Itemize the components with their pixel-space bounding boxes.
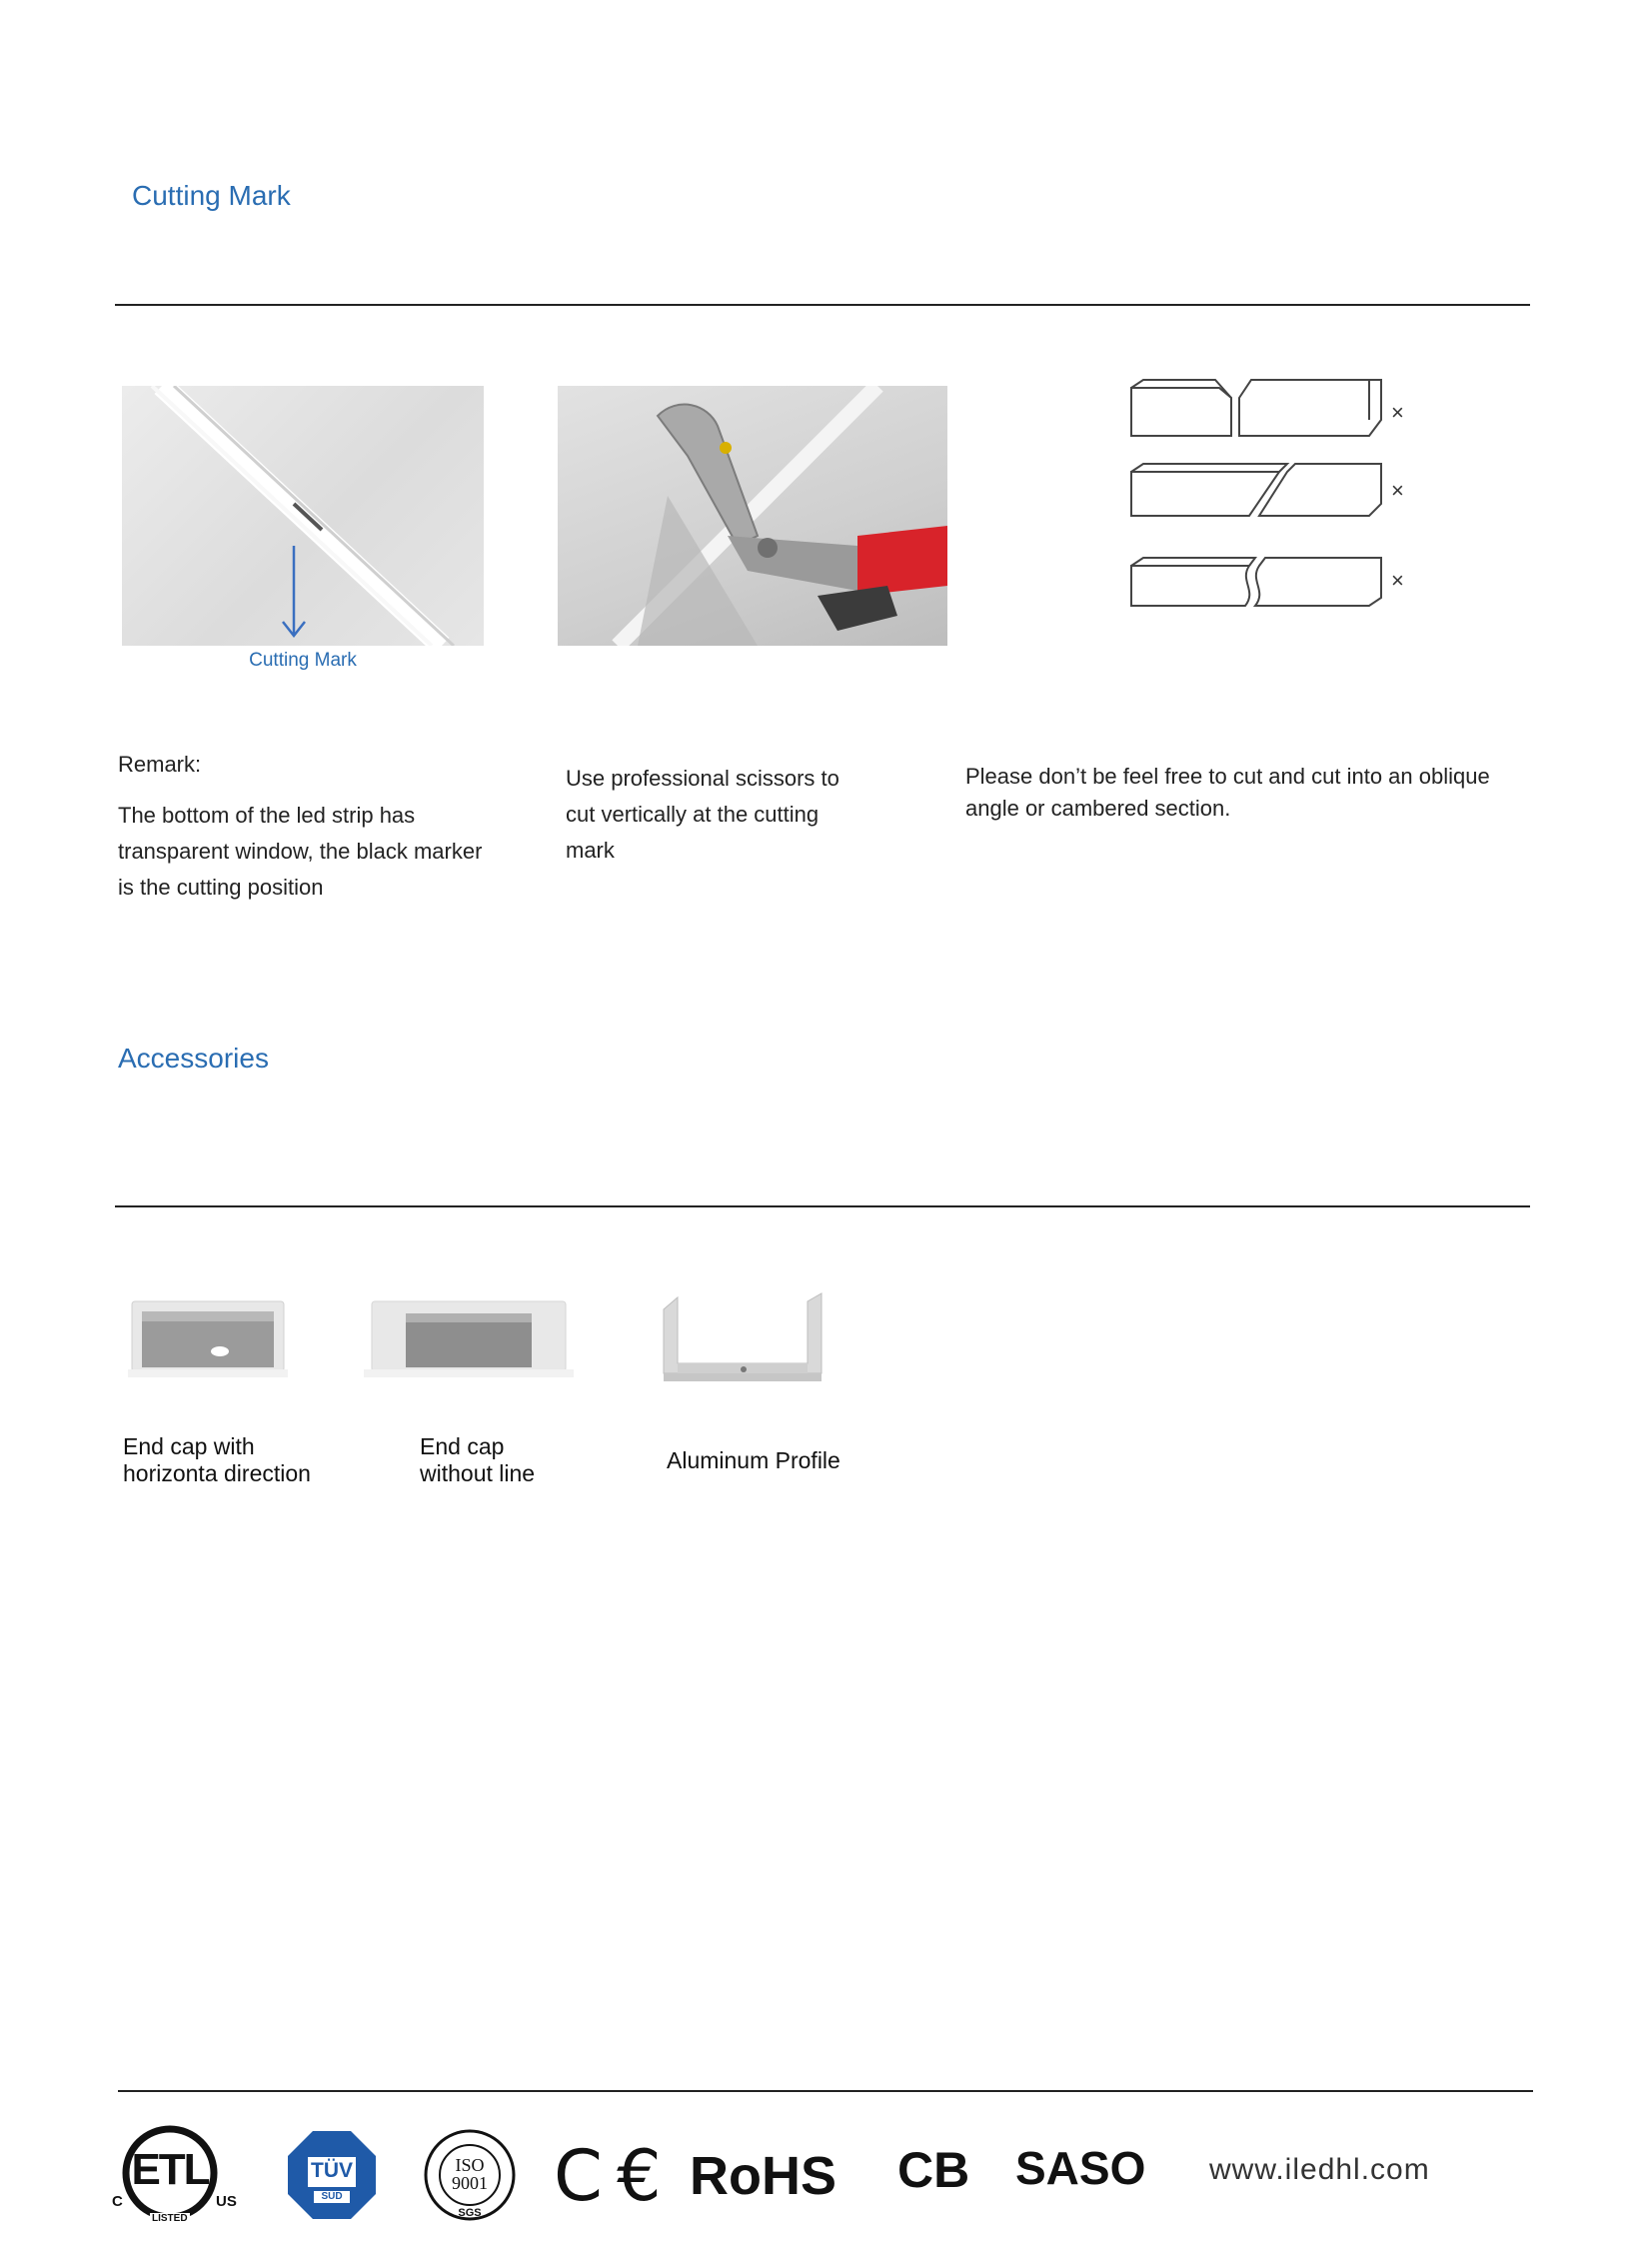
remark-line-3: is the cutting position <box>118 875 324 900</box>
scissors-line-1: Use professional scissors to <box>566 766 839 791</box>
end-cap-with-hole-label-line-2: horizonta direction <box>123 1460 311 1486</box>
x-mark-1: × <box>1391 400 1404 425</box>
led-strip-illustration <box>122 386 484 646</box>
end-cap-without-line-drawing <box>362 1293 576 1383</box>
aluminum-profile-label <box>667 1447 840 1474</box>
iso-9001-logo <box>422 2127 518 2223</box>
x-mark-3: × <box>1391 568 1404 593</box>
etl-c-text: C <box>112 2193 123 2210</box>
etl-main-text: ETL <box>131 2145 209 2194</box>
end-cap-with-hole-image <box>124 1295 292 1381</box>
remark-label: Remark: <box>118 752 202 777</box>
end-cap-without-line-label-line-2: without line <box>420 1460 536 1486</box>
accessories-section-title: Accessories <box>118 1043 269 1074</box>
end-cap-with-hole-label <box>123 1433 311 1487</box>
aluminum-profile-label-line-1: Aluminum Profile <box>667 1447 840 1473</box>
ce-mark: C € <box>554 2135 658 2217</box>
aluminum-profile-drawing <box>656 1279 831 1393</box>
tuv-sud-logo <box>286 2129 378 2221</box>
improper-cut-drawing <box>1119 376 1419 626</box>
scissors-cutting-photo <box>558 386 947 646</box>
iso-line-2: 9001 <box>452 2173 488 2193</box>
remark-line-1: The bottom of the led strip has <box>118 803 416 828</box>
tuv-sub-text: SÜD <box>321 2191 343 2202</box>
scissors-line-3: mark <box>566 838 615 863</box>
oblique-line-1: Please don’t be feel free to cut and cut into an oblique <box>965 764 1490 789</box>
remark-line-2: transparent window, the black marker <box>118 839 483 864</box>
end-cap-without-line-image <box>362 1293 576 1383</box>
footer-divider <box>118 2090 1533 2092</box>
section-divider <box>115 304 1530 306</box>
etl-listed-logo <box>110 2123 240 2227</box>
end-cap-with-hole-label-line-1: End cap with <box>123 1433 255 1459</box>
improper-cut-diagrams <box>1119 376 1419 626</box>
oblique-warning <box>965 761 1525 825</box>
tuv-main-text: TÜV <box>311 2159 353 2182</box>
accessories-divider <box>115 1205 1530 1207</box>
scissors-instruction <box>566 761 905 869</box>
iso-line-1: ISO <box>455 2155 485 2175</box>
end-cap-with-hole-drawing <box>124 1295 292 1381</box>
rohs-mark: RoHS <box>690 2146 836 2206</box>
saso-mark: SASO <box>1015 2142 1146 2194</box>
led-strip-cutting-mark-photo <box>122 386 484 646</box>
website-url[interactable]: www.iledhl.com <box>1209 2153 1430 2186</box>
x-mark-2: × <box>1391 478 1404 503</box>
end-cap-without-line-label <box>420 1433 535 1487</box>
etl-us-text: US <box>216 2193 237 2210</box>
aluminum-profile-image <box>656 1279 831 1393</box>
scissors-line-2: cut vertically at the cutting <box>566 802 820 827</box>
scissors-illustration <box>558 386 947 646</box>
end-cap-without-line-label-line-1: End cap <box>420 1433 505 1459</box>
cb-mark: CB <box>897 2142 970 2198</box>
oblique-line-2: angle or cambered section. <box>965 796 1231 821</box>
remark-text <box>118 798 538 906</box>
cutting-mark-caption: Cutting Mark <box>249 650 357 671</box>
cutting-section-title: Cutting Mark <box>132 180 291 211</box>
iso-bottom-text: SGS <box>458 2207 482 2219</box>
etl-listed-text: LISTED <box>152 2213 188 2224</box>
